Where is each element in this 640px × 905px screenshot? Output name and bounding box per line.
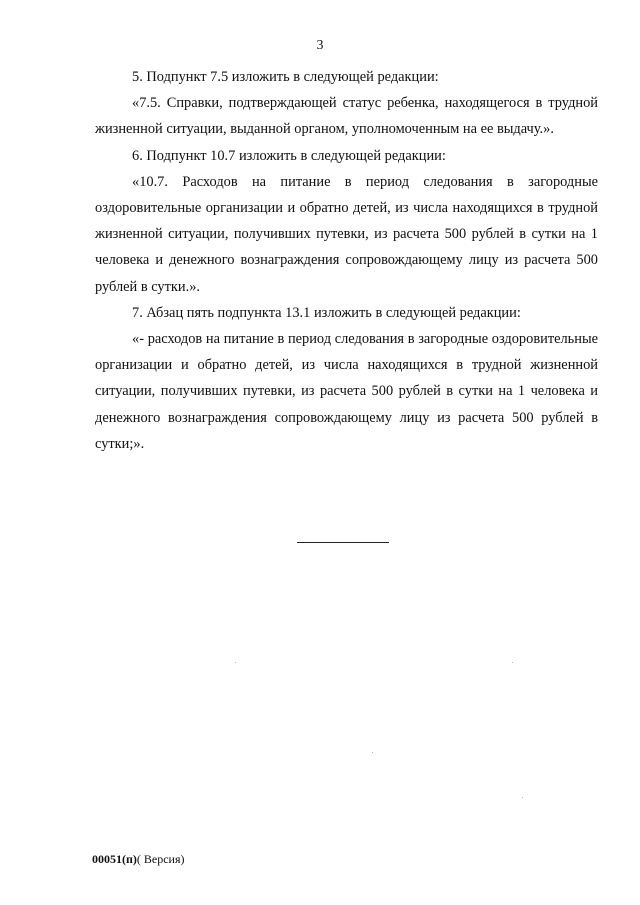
scan-speck xyxy=(235,662,236,663)
document-body xyxy=(95,64,598,457)
paragraph-item-5: 5. Подпункт 7.5 изложить в следующей редакции: xyxy=(132,69,439,85)
closing-divider xyxy=(297,542,389,543)
document-footer xyxy=(92,852,185,867)
document-version: ( Версия) xyxy=(136,852,185,866)
paragraph-item-6: 6. Подпункт 10.7 изложить в следующей редакции: xyxy=(132,147,446,164)
scan-speck xyxy=(522,797,523,798)
amendment-text-10-7: «10.7. Расходов на питание в период следования в загородные оздоровительные организации и обратно детей, из числа находящихся в трудной жизненной ситуации, получивших путевки, из расчета 500 рублей в сутки на 1 человека и денежного вознаграждения сопровождающему лицу из расчета 500 рублей в сутки.». xyxy=(95,173,598,295)
amendment-text-7-5: «7.5. Справки, подтверждающей статус ребенка, находящегося в трудной жизненной ситуации, выданной органом, уполномоченным на ее выдачу.». xyxy=(95,95,598,138)
amendment-text-13-1: «- расходов на питание в период следования в загородные оздоровительные организации и обратно детей, из числа находящихся в трудной жизненной ситуации, получивших путевки, из расчета 500 рублей в сутки на 1 человека и денежного вознаграждения сопровождающему лицу из расчета 500 рублей в сутки;». xyxy=(95,331,598,452)
document-code: 00051(п) xyxy=(92,852,137,866)
scan-speck xyxy=(372,752,373,753)
scan-speck xyxy=(512,662,513,663)
page-number: 3 xyxy=(316,38,324,53)
paragraph-item-7: 7. Абзац пять подпункта 13.1 изложить в следующей редакции: xyxy=(132,304,521,321)
